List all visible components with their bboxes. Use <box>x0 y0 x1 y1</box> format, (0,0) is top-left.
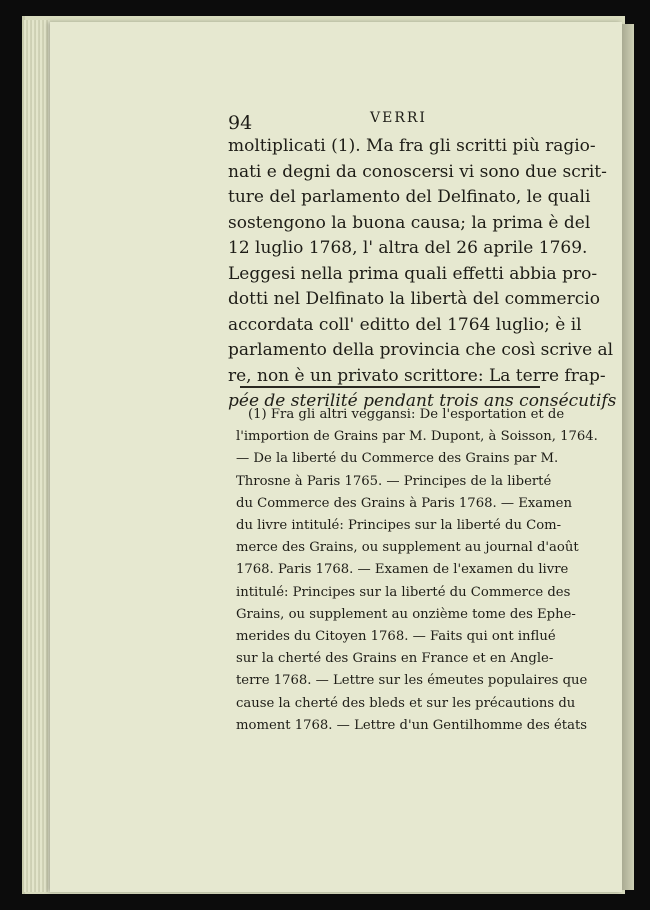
footnote-line: 1768. Paris 1768. — Examen de l'examen du livre <box>236 562 569 578</box>
footnote-line: Grains, ou supplement au onzième tome des Ephe- <box>236 606 576 622</box>
body-line: re, non è un privato scrittore: La terre frap- <box>228 365 606 386</box>
body-line: pée de sterilité pendant trois ans consécutifs <box>228 391 617 411</box>
facing-page-edge <box>622 24 634 890</box>
footnote-line: sur la cherté des Grains en France et en Angle- <box>236 651 554 667</box>
footnote-line: Throsne à Paris 1765. — Principes de la liberté <box>236 473 552 489</box>
page-number: 94 <box>228 112 253 134</box>
footnote-line: du livre intitulé: Principes sur la liberté du Com- <box>236 518 562 534</box>
footnote-line: merce des Grains, ou supplement au journal d'août <box>236 540 579 556</box>
footnote-line: l'importion de Grains par M. Dupont, à Soisson, 1764. <box>236 429 598 445</box>
footnote-rule <box>240 386 540 388</box>
page-edges <box>24 20 50 892</box>
body-line: parlamento della provincia che così scrive al <box>228 340 614 360</box>
body-line: dotti nel Delfinato la libertà del commercio <box>228 289 600 309</box>
running-title: VERRI <box>370 110 427 126</box>
body-line: sostengono la buona causa; la prima è del <box>228 212 591 233</box>
footnote-line: cause la cherté des bleds et sur les précautions du <box>236 695 576 711</box>
body-line: 12 luglio 1768, l' altra del 26 aprile 1769. <box>228 238 588 258</box>
footnote-line: (1) Fra gli altri veggansi: De l'esportation et de <box>248 407 565 422</box>
footnote-line: — De la liberté du Commerce des Grains par M. <box>236 451 559 467</box>
footnote-line: terre 1768. — Lettre sur les émeutes populaires que <box>236 673 588 689</box>
footnote-line: intitulé: Principes sur la liberté du Commerce des <box>236 584 571 600</box>
body-line: nati e degni da conoscersi vi sono due scrit- <box>228 161 607 182</box>
body-line: ture del parlamento del Delfinato, le quali <box>228 187 591 207</box>
body-line: moltiplicati (1). Ma fra gli scritti più ragio- <box>228 136 596 156</box>
footnote-line: moment 1768. — Lettre d'un Gentilhomme des états <box>236 717 588 733</box>
body-line: Leggesi nella prima quali effetti abbia pro- <box>228 263 598 284</box>
page-header <box>228 106 541 134</box>
body-line: accordata coll' editto del 1764 luglio; è il <box>228 314 582 335</box>
footnote-block <box>236 404 598 737</box>
footnote-line: merides du Citoyen 1768. — Faits qui ont influé <box>236 629 556 645</box>
footnote-line: du Commerce des Grains à Paris 1768. — Examen <box>236 495 572 511</box>
